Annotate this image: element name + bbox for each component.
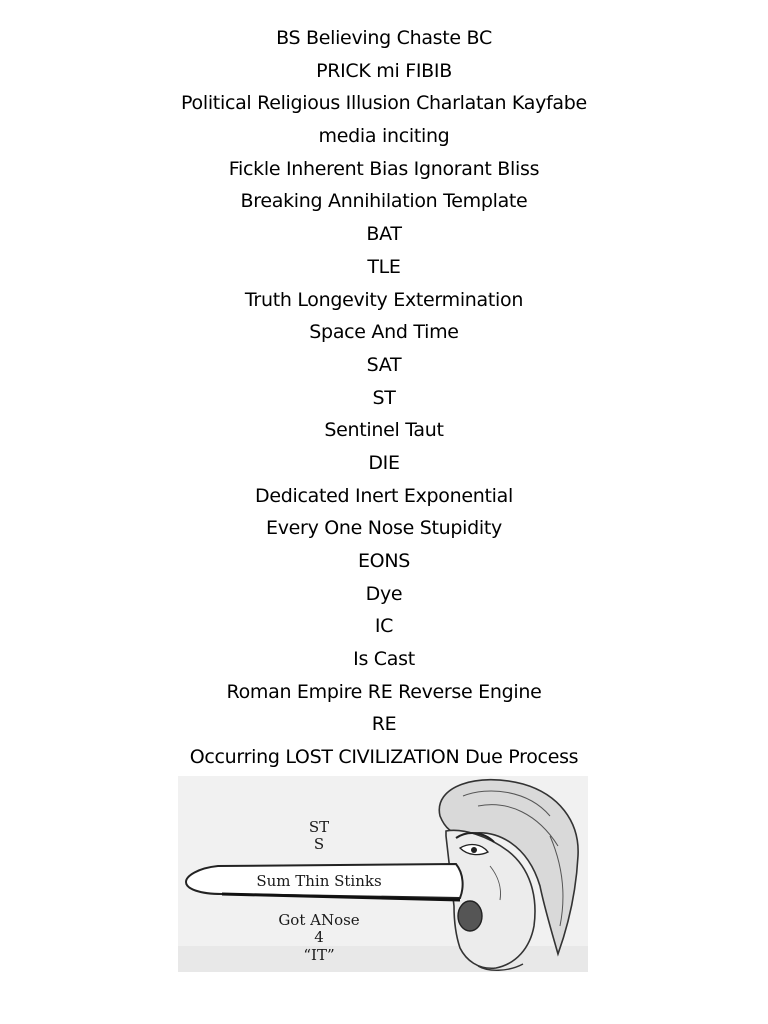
text-line: IC bbox=[374, 615, 394, 638]
text-line: Fickle Inherent Bias Ignorant Bliss bbox=[228, 157, 540, 180]
poem-text bbox=[0, 22, 768, 774]
mouth-icon bbox=[458, 901, 482, 931]
text-line: Breaking Annihilation Template bbox=[240, 190, 528, 213]
text-line: Space And Time bbox=[309, 321, 459, 344]
caption-bottom-quote: “IT” bbox=[303, 946, 335, 964]
text-line: RE bbox=[371, 713, 397, 736]
text-line: Roman Empire RE Reverse Engine bbox=[226, 680, 542, 703]
text-line: BAT bbox=[366, 223, 402, 246]
text-line: SAT bbox=[366, 353, 402, 376]
text-line: DIE bbox=[368, 451, 400, 474]
text-line: Political Religious Illusion Charlatan Kayfabe bbox=[181, 92, 587, 115]
text-line: Occurring LOST CIVILIZATION Due Process bbox=[189, 746, 579, 769]
text-line: Dedicated Inert Exponential bbox=[255, 484, 513, 507]
text-line: EONS bbox=[357, 550, 411, 572]
caption-top-sub: S bbox=[313, 835, 325, 853]
caption-nose-text: Sum Thin Stinks bbox=[256, 872, 382, 890]
text-line: TLE bbox=[367, 255, 401, 278]
caption-top-label: ST bbox=[308, 818, 330, 836]
text-line: Truth Longevity Extermination bbox=[244, 288, 524, 311]
text-line: Sentinel Taut bbox=[324, 419, 444, 442]
caption-bottom-num: 4 bbox=[314, 928, 324, 946]
text-line: ST bbox=[372, 386, 396, 409]
text-line: Every One Nose Stupidity bbox=[266, 517, 502, 540]
text-line: PRICK mi FIBIB bbox=[316, 59, 452, 82]
caricature-illustration bbox=[178, 776, 588, 972]
text-line: media inciting bbox=[318, 125, 450, 148]
caption-bottom-label: Got ANose bbox=[278, 911, 360, 929]
text-line: Is Cast bbox=[353, 648, 415, 671]
text-line: BS Believing Chaste BC bbox=[276, 27, 492, 49]
text-line: Dye bbox=[365, 582, 403, 605]
